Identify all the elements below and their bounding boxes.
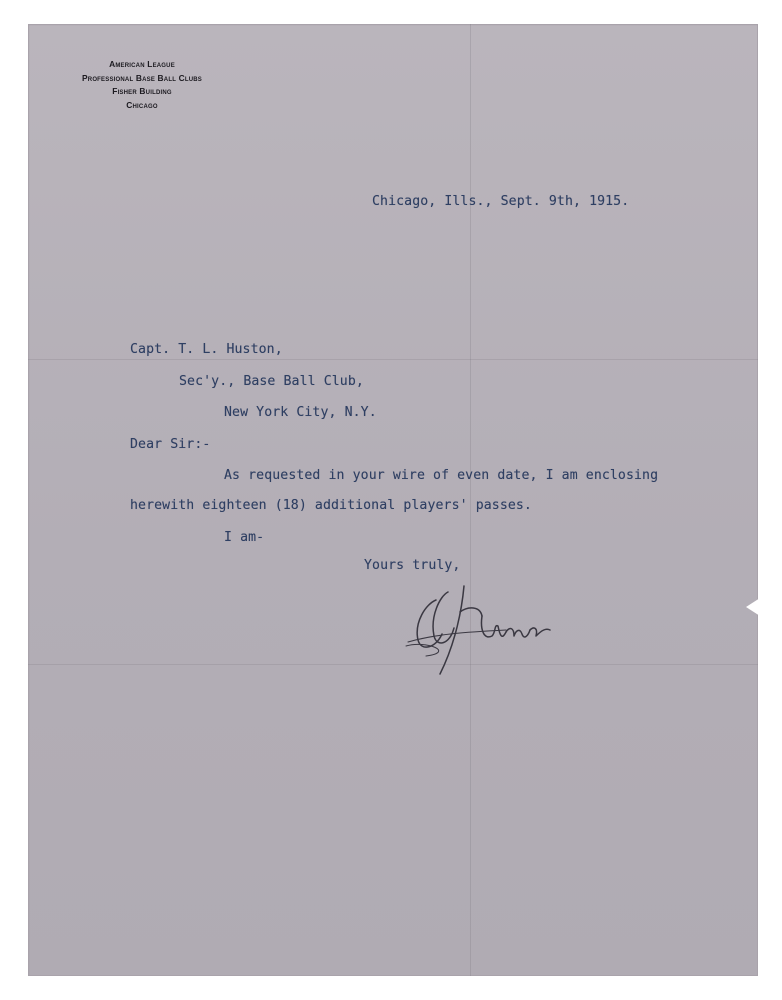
letterhead-line: Professional Base Ball Clubs xyxy=(82,72,202,83)
letter-date: Chicago, Ills., Sept. 9th, 1915. xyxy=(372,194,630,209)
edge-tear xyxy=(746,598,760,616)
body-line: herewith eighteen (18) additional players' passes. xyxy=(130,498,532,513)
valediction: Yours truly, xyxy=(364,558,461,573)
recipient-city: New York City, N.Y. xyxy=(224,405,377,420)
handwritten-signature xyxy=(396,582,556,682)
body-line: As requested in your wire of even date, I am enclosing xyxy=(224,468,659,483)
recipient-name: Capt. T. L. Huston, xyxy=(130,342,283,357)
salutation: Dear Sir:- xyxy=(130,437,211,452)
recipient-title: Sec'y., Base Ball Club, xyxy=(179,374,364,389)
fold-line-horizontal-upper xyxy=(28,359,758,360)
letterhead-line: Chicago xyxy=(126,99,158,110)
closing-line: I am- xyxy=(224,530,265,545)
letterhead xyxy=(52,58,232,112)
letter-sheet xyxy=(28,24,758,976)
letterhead-line: Fisher Building xyxy=(112,86,172,97)
fold-line-horizontal-lower xyxy=(28,664,758,665)
letterhead-line: American League xyxy=(109,59,175,69)
